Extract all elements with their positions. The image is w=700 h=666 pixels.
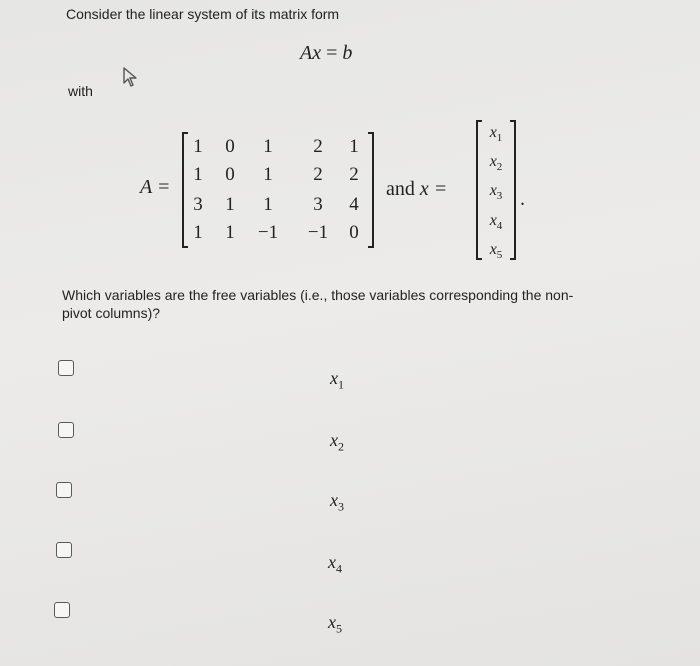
matrix-a-cell: 1: [225, 222, 235, 243]
matrix-a-cell: 1: [263, 194, 273, 215]
checkbox-x5[interactable]: [54, 602, 70, 618]
vector-x-var: x: [489, 124, 497, 141]
checkbox-x3[interactable]: [56, 482, 72, 498]
matrix-a-cell: 0: [225, 164, 235, 185]
equation-rhs: b: [342, 42, 353, 64]
option-label-x2[interactable]: [330, 430, 344, 455]
checkbox-x4[interactable]: [56, 542, 72, 558]
vector-x-subscript: 3: [496, 190, 503, 203]
and-text: and: [386, 178, 415, 200]
matrix-a-cell: −1: [257, 222, 279, 243]
vector-period: .: [520, 188, 525, 210]
matrix-a-cell: 1: [193, 222, 203, 243]
vector-x-entry: [476, 153, 516, 173]
matrix-a-cell: 3: [313, 194, 323, 215]
matrix-a-cell: 1: [193, 164, 203, 185]
vector-x-subscript: 1: [496, 132, 503, 145]
vector-x-var: x: [489, 182, 497, 199]
vector-x-entry: [476, 124, 516, 144]
vector-x-subscript: 5: [496, 249, 503, 262]
matrix-a-cell: 0: [349, 222, 359, 243]
checkbox-x2[interactable]: [58, 422, 74, 438]
vector-x-var: x: [489, 241, 497, 258]
vector-x-subscript: 4: [496, 220, 503, 233]
intro-text: Consider the linear system of its matrix form: [66, 6, 340, 22]
option-var: x: [328, 612, 336, 632]
matrix-a: [182, 132, 374, 248]
option-subscript: 1: [338, 377, 344, 392]
matrix-a-cell: 2: [349, 164, 359, 185]
equation-equals: =: [321, 42, 343, 64]
matrix-a-label: A =: [140, 176, 171, 198]
with-label: with: [68, 83, 93, 99]
mouse-pointer-icon: [120, 66, 142, 90]
matrix-a-cell: 1: [263, 164, 273, 185]
option-subscript: 3: [338, 499, 344, 514]
vector-x-var: x: [489, 212, 497, 229]
vector-x-entry: [476, 212, 516, 232]
vector-x-subscript: 2: [496, 161, 503, 174]
matrix-a-cell: 0: [225, 136, 235, 157]
option-label-x3[interactable]: [330, 490, 344, 515]
vector-x-entry: [476, 241, 516, 261]
checkbox-x1[interactable]: [58, 360, 74, 376]
vector-x: [476, 120, 516, 260]
and-x-label: [386, 178, 447, 201]
matrix-a-cell: 1: [193, 136, 203, 157]
matrix-a-cell: 1: [225, 194, 235, 215]
matrix-a-cell: 1: [263, 136, 273, 157]
vector-x-var: x: [489, 153, 497, 170]
question-text: Which variables are the free variables (i.e., those variables corresponding the non-pivot columns)?: [62, 287, 574, 321]
matrix-equation: [300, 42, 352, 65]
matrix-a-cell: 3: [193, 194, 203, 215]
option-var: x: [328, 552, 336, 572]
option-var: x: [330, 368, 338, 388]
vector-x-entry: [476, 182, 516, 202]
option-subscript: 2: [338, 439, 344, 454]
option-label-x4[interactable]: [328, 552, 342, 577]
option-subscript: 4: [336, 561, 342, 576]
option-label-x5[interactable]: [328, 612, 342, 637]
option-var: x: [330, 430, 338, 450]
matrix-a-cell: 2: [313, 136, 323, 157]
option-label-x1[interactable]: [330, 368, 344, 393]
x-equals-label: x =: [419, 178, 448, 200]
matrix-a-cell: 1: [349, 136, 359, 157]
equation-lhs: Ax: [300, 42, 322, 64]
matrix-a-cell: 2: [313, 164, 323, 185]
matrix-a-cell: 4: [349, 194, 359, 215]
option-var: x: [330, 490, 338, 510]
option-subscript: 5: [336, 621, 342, 636]
matrix-a-cell: −1: [307, 222, 329, 243]
